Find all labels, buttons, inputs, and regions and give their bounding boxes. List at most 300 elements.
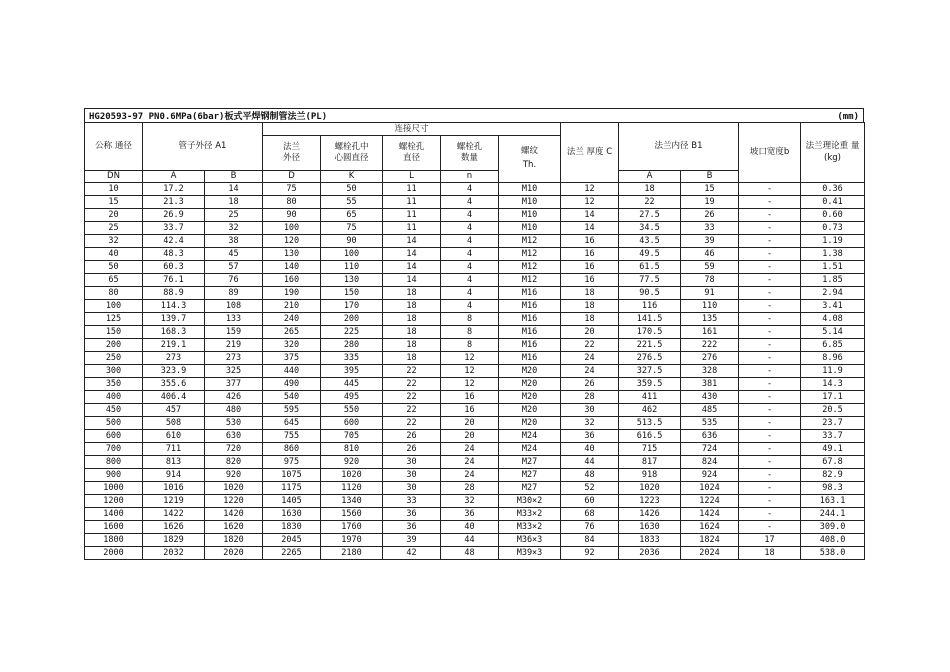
cell-thread: M33×2 [499,521,561,534]
cell-weight: 4.08 [801,313,865,326]
cell-bolt-hole-qty: 8 [441,326,499,339]
cell-pipe-b: 45 [205,248,263,261]
cell-flange-id-a: 77.5 [619,274,681,287]
cell-pipe-a: 21.3 [143,196,205,209]
cell-dn: 900 [85,469,143,482]
cell-weight: 408.0 [801,534,865,547]
cell-flange-od: 755 [263,430,321,443]
cell-pipe-a: 813 [143,456,205,469]
cell-bevel-width: - [739,287,801,300]
cell-dn: 700 [85,443,143,456]
cell-pipe-a: 88.9 [143,287,205,300]
cell-dn: 150 [85,326,143,339]
cell-thread: M27 [499,456,561,469]
cell-bevel-width: - [739,391,801,404]
table-row [85,222,865,235]
cell-weight: 309.0 [801,521,865,534]
cell-bevel-width: - [739,495,801,508]
cell-bolt-hole-qty: 48 [441,547,499,560]
cell-dn: 350 [85,378,143,391]
cell-flange-thickness: 30 [561,404,619,417]
cell-thread: M20 [499,404,561,417]
cell-flange-id-b: 46 [681,248,739,261]
cell-thread: M16 [499,287,561,300]
cell-flange-od: 860 [263,443,321,456]
cell-weight: 49.1 [801,443,865,456]
cell-bolt-hole-qty: 4 [441,274,499,287]
header-bevel-width: 坡口宽度b [739,123,801,183]
cell-bolt-circle: 100 [321,248,383,261]
cell-pipe-b: 1020 [205,482,263,495]
cell-flange-thickness: 14 [561,222,619,235]
cell-pipe-b: 18 [205,196,263,209]
symbol-dn: DN [85,171,143,183]
cell-weight: 0.41 [801,196,865,209]
cell-pipe-b: 14 [205,183,263,196]
table-body [85,183,865,560]
cell-weight: 6.85 [801,339,865,352]
cell-flange-id-b: 161 [681,326,739,339]
cell-flange-id-b: 15 [681,183,739,196]
table-row [85,274,865,287]
cell-thread: M10 [499,183,561,196]
cell-bevel-width: 17 [739,534,801,547]
table-row [85,417,865,430]
cell-pipe-a: 508 [143,417,205,430]
cell-bevel-width: - [739,469,801,482]
cell-pipe-a: 139.7 [143,313,205,326]
cell-dn: 125 [85,313,143,326]
cell-flange-od: 595 [263,404,321,417]
cell-pipe-b: 89 [205,287,263,300]
table-row [85,404,865,417]
cell-dn: 200 [85,339,143,352]
cell-bolt-hole-qty: 16 [441,391,499,404]
cell-bolt-hole-qty: 24 [441,443,499,456]
cell-dn: 32 [85,235,143,248]
cell-bevel-width: - [739,352,801,365]
cell-flange-od: 90 [263,209,321,222]
cell-bevel-width: - [739,248,801,261]
cell-pipe-a: 168.3 [143,326,205,339]
cell-flange-id-b: 59 [681,261,739,274]
table-row [85,183,865,196]
cell-bevel-width: - [739,183,801,196]
cell-pipe-b: 32 [205,222,263,235]
cell-flange-od: 210 [263,300,321,313]
cell-pipe-a: 1016 [143,482,205,495]
cell-pipe-a: 219.1 [143,339,205,352]
cell-flange-thickness: 18 [561,287,619,300]
cell-pipe-b: 133 [205,313,263,326]
table-row [85,352,865,365]
cell-thread: M39×3 [499,547,561,560]
cell-flange-id-b: 91 [681,287,739,300]
table-row [85,365,865,378]
title-row [84,108,864,122]
cell-bolt-hole-dia: 22 [383,365,441,378]
cell-flange-id-a: 221.5 [619,339,681,352]
cell-bolt-hole-qty: 16 [441,404,499,417]
cell-bolt-hole-dia: 14 [383,261,441,274]
cell-bolt-hole-qty: 20 [441,430,499,443]
table-row [85,378,865,391]
cell-bevel-width: - [739,261,801,274]
cell-flange-od: 490 [263,378,321,391]
cell-flange-id-b: 328 [681,365,739,378]
cell-pipe-b: 1220 [205,495,263,508]
table-row [85,456,865,469]
cell-flange-thickness: 28 [561,391,619,404]
cell-dn: 25 [85,222,143,235]
header-flange-thickness: 法兰 厚度 C [561,123,619,183]
cell-dn: 500 [85,417,143,430]
cell-bolt-circle: 170 [321,300,383,313]
cell-flange-id-a: 1223 [619,495,681,508]
table-row [85,508,865,521]
cell-bolt-circle: 1020 [321,469,383,482]
cell-dn: 65 [85,274,143,287]
cell-bolt-hole-qty: 4 [441,248,499,261]
header-bolt-hole-diameter: 螺栓孔 直径 [383,136,441,171]
cell-bolt-hole-qty: 4 [441,196,499,209]
table-row [85,196,865,209]
table-row [85,443,865,456]
cell-flange-id-b: 135 [681,313,739,326]
cell-flange-thickness: 26 [561,378,619,391]
cell-pipe-b: 630 [205,430,263,443]
cell-flange-id-b: 33 [681,222,739,235]
cell-dn: 1000 [85,482,143,495]
cell-flange-id-a: 359.5 [619,378,681,391]
cell-bolt-hole-dia: 22 [383,378,441,391]
cell-flange-id-a: 27.5 [619,209,681,222]
cell-bolt-circle: 550 [321,404,383,417]
cell-weight: 67.8 [801,456,865,469]
cell-bolt-circle: 495 [321,391,383,404]
cell-bolt-circle: 335 [321,352,383,365]
cell-flange-id-a: 1630 [619,521,681,534]
flange-spec-sheet [84,108,864,560]
cell-bevel-width: - [739,235,801,248]
symbol-b1-a: A [619,171,681,183]
table-row [85,235,865,248]
cell-dn: 1600 [85,521,143,534]
cell-flange-thickness: 16 [561,248,619,261]
cell-bolt-hole-dia: 18 [383,352,441,365]
cell-flange-id-b: 222 [681,339,739,352]
cell-weight: 98.3 [801,482,865,495]
cell-thread: M10 [499,196,561,209]
table-row [85,248,865,261]
cell-bevel-width: - [739,222,801,235]
cell-dn: 600 [85,430,143,443]
cell-bolt-circle: 225 [321,326,383,339]
header-bolt-circle: 螺栓孔中 心圆直径 [321,136,383,171]
cell-bolt-circle: 600 [321,417,383,430]
cell-bevel-width: - [739,404,801,417]
cell-pipe-b: 480 [205,404,263,417]
cell-flange-id-a: 170.5 [619,326,681,339]
cell-bevel-width: - [739,313,801,326]
cell-pipe-a: 1626 [143,521,205,534]
cell-bolt-hole-dia: 22 [383,417,441,430]
cell-flange-id-b: 1424 [681,508,739,521]
cell-bolt-hole-dia: 22 [383,404,441,417]
cell-thread: M36×3 [499,534,561,547]
cell-thread: M20 [499,417,561,430]
cell-thread: M20 [499,365,561,378]
cell-bolt-circle: 1120 [321,482,383,495]
cell-bolt-hole-dia: 18 [383,287,441,300]
cell-bevel-width: - [739,365,801,378]
cell-weight: 244.1 [801,508,865,521]
cell-bolt-hole-dia: 18 [383,313,441,326]
cell-flange-od: 80 [263,196,321,209]
cell-flange-thickness: 18 [561,313,619,326]
cell-bolt-circle: 150 [321,287,383,300]
cell-flange-id-b: 430 [681,391,739,404]
cell-flange-thickness: 52 [561,482,619,495]
cell-flange-od: 645 [263,417,321,430]
cell-bolt-circle: 810 [321,443,383,456]
cell-flange-thickness: 24 [561,352,619,365]
cell-flange-od: 140 [263,261,321,274]
cell-weight: 33.7 [801,430,865,443]
cell-bolt-circle: 2180 [321,547,383,560]
cell-flange-od: 1175 [263,482,321,495]
cell-bolt-hole-qty: 4 [441,261,499,274]
cell-bolt-hole-dia: 42 [383,547,441,560]
cell-flange-od: 320 [263,339,321,352]
cell-flange-thickness: 40 [561,443,619,456]
cell-flange-id-a: 2036 [619,547,681,560]
cell-bolt-hole-dia: 36 [383,521,441,534]
table-row [85,430,865,443]
cell-thread: M16 [499,352,561,365]
cell-flange-od: 265 [263,326,321,339]
cell-bevel-width: - [739,274,801,287]
cell-flange-id-a: 411 [619,391,681,404]
cell-bolt-hole-dia: 30 [383,456,441,469]
cell-bevel-width: - [739,300,801,313]
flange-table [84,122,865,560]
symbol-b: B [205,171,263,183]
cell-bevel-width: - [739,339,801,352]
cell-weight: 0.36 [801,183,865,196]
cell-flange-od: 75 [263,183,321,196]
cell-dn: 800 [85,456,143,469]
cell-bolt-circle: 1970 [321,534,383,547]
table-row [85,261,865,274]
table-header [85,123,865,183]
cell-pipe-a: 273 [143,352,205,365]
cell-thread: M24 [499,443,561,456]
cell-bevel-width: - [739,482,801,495]
cell-dn: 50 [85,261,143,274]
cell-bolt-hole-dia: 14 [383,274,441,287]
cell-flange-od: 190 [263,287,321,300]
cell-flange-od: 2265 [263,547,321,560]
cell-flange-id-a: 49.5 [619,248,681,261]
cell-bolt-hole-qty: 44 [441,534,499,547]
cell-weight: 82.9 [801,469,865,482]
cell-pipe-b: 1620 [205,521,263,534]
cell-flange-id-a: 1020 [619,482,681,495]
cell-bevel-width: - [739,430,801,443]
cell-bolt-circle: 1340 [321,495,383,508]
cell-pipe-b: 25 [205,209,263,222]
symbol-l: L [383,171,441,183]
cell-flange-id-b: 824 [681,456,739,469]
header-thread-label: 螺纹 [521,146,539,157]
table-row [85,313,865,326]
cell-weight: 0.60 [801,209,865,222]
cell-weight: 8.96 [801,352,865,365]
cell-flange-thickness: 36 [561,430,619,443]
cell-flange-od: 2045 [263,534,321,547]
cell-flange-thickness: 48 [561,469,619,482]
cell-flange-id-a: 34.5 [619,222,681,235]
cell-bolt-circle: 130 [321,274,383,287]
cell-flange-id-a: 90.5 [619,287,681,300]
cell-bolt-circle: 90 [321,235,383,248]
cell-bolt-hole-qty: 32 [441,495,499,508]
cell-bolt-hole-dia: 33 [383,495,441,508]
cell-pipe-a: 1829 [143,534,205,547]
cell-pipe-a: 1422 [143,508,205,521]
cell-bevel-width: - [739,196,801,209]
cell-bolt-circle: 920 [321,456,383,469]
cell-flange-id-a: 817 [619,456,681,469]
cell-thread: M16 [499,313,561,326]
cell-flange-thickness: 44 [561,456,619,469]
cell-flange-id-b: 110 [681,300,739,313]
cell-flange-id-a: 141.5 [619,313,681,326]
cell-flange-id-b: 535 [681,417,739,430]
cell-pipe-b: 377 [205,378,263,391]
header-flange-od: 法兰 外径 [263,136,321,171]
cell-pipe-b: 720 [205,443,263,456]
cell-flange-id-a: 462 [619,404,681,417]
header-bolt-hole-quantity: 螺栓孔 数量 [441,136,499,171]
cell-bolt-hole-qty: 12 [441,378,499,391]
cell-flange-id-a: 1426 [619,508,681,521]
cell-bolt-circle: 395 [321,365,383,378]
cell-pipe-b: 1820 [205,534,263,547]
cell-flange-od: 1075 [263,469,321,482]
cell-dn: 1800 [85,534,143,547]
cell-flange-od: 100 [263,222,321,235]
table-row [85,482,865,495]
cell-flange-od: 160 [263,274,321,287]
cell-dn: 2000 [85,547,143,560]
cell-weight: 1.51 [801,261,865,274]
cell-flange-thickness: 84 [561,534,619,547]
cell-pipe-a: 114.3 [143,300,205,313]
cell-thread: M12 [499,235,561,248]
cell-flange-id-a: 1833 [619,534,681,547]
cell-flange-id-a: 715 [619,443,681,456]
cell-thread: M27 [499,469,561,482]
cell-flange-thickness: 14 [561,209,619,222]
cell-flange-thickness: 16 [561,261,619,274]
cell-pipe-a: 355.6 [143,378,205,391]
cell-flange-thickness: 76 [561,521,619,534]
cell-dn: 1400 [85,508,143,521]
cell-flange-id-b: 2024 [681,547,739,560]
cell-pipe-a: 610 [143,430,205,443]
cell-flange-od: 1830 [263,521,321,534]
cell-pipe-b: 108 [205,300,263,313]
cell-bevel-width: - [739,209,801,222]
cell-bolt-hole-dia: 36 [383,508,441,521]
cell-pipe-a: 26.9 [143,209,205,222]
cell-pipe-a: 323.9 [143,365,205,378]
cell-dn: 450 [85,404,143,417]
table-row [85,547,865,560]
cell-bevel-width: - [739,378,801,391]
cell-flange-thickness: 24 [561,365,619,378]
cell-bolt-hole-dia: 11 [383,209,441,222]
cell-weight: 1.19 [801,235,865,248]
cell-thread: M20 [499,391,561,404]
cell-flange-id-b: 19 [681,196,739,209]
cell-pipe-a: 42.4 [143,235,205,248]
cell-pipe-a: 1219 [143,495,205,508]
cell-thread: M12 [499,261,561,274]
cell-flange-od: 975 [263,456,321,469]
cell-bevel-width: - [739,521,801,534]
cell-flange-id-b: 485 [681,404,739,417]
cell-weight: 163.1 [801,495,865,508]
cell-pipe-b: 1420 [205,508,263,521]
cell-flange-id-a: 116 [619,300,681,313]
cell-flange-od: 375 [263,352,321,365]
sheet-title: HG20593-97 PN0.6MPa(6bar)板式平焊钢制管法兰(PL) [89,112,328,122]
header-connection: 连接尺寸 [263,123,561,136]
cell-bolt-hole-qty: 28 [441,482,499,495]
cell-bolt-circle: 75 [321,222,383,235]
cell-bolt-circle: 65 [321,209,383,222]
cell-pipe-b: 76 [205,274,263,287]
cell-pipe-b: 2020 [205,547,263,560]
cell-pipe-a: 914 [143,469,205,482]
table-row [85,209,865,222]
cell-weight: 17.1 [801,391,865,404]
cell-pipe-a: 406.4 [143,391,205,404]
cell-flange-id-a: 616.5 [619,430,681,443]
cell-dn: 300 [85,365,143,378]
header-nominal: 公称 通径 [85,123,143,171]
cell-thread: M27 [499,482,561,495]
cell-pipe-b: 920 [205,469,263,482]
cell-bolt-circle: 280 [321,339,383,352]
cell-bolt-hole-qty: 4 [441,300,499,313]
cell-bolt-hole-dia: 22 [383,391,441,404]
cell-bolt-circle: 50 [321,183,383,196]
cell-bolt-circle: 1560 [321,508,383,521]
cell-bolt-hole-qty: 4 [441,235,499,248]
cell-flange-id-b: 276 [681,352,739,365]
cell-pipe-a: 457 [143,404,205,417]
header-weight: 法兰理论重 量(kg) [801,123,865,183]
cell-pipe-a: 60.3 [143,261,205,274]
cell-pipe-b: 159 [205,326,263,339]
cell-thread: M10 [499,222,561,235]
cell-weight: 1.85 [801,274,865,287]
cell-bolt-circle: 110 [321,261,383,274]
